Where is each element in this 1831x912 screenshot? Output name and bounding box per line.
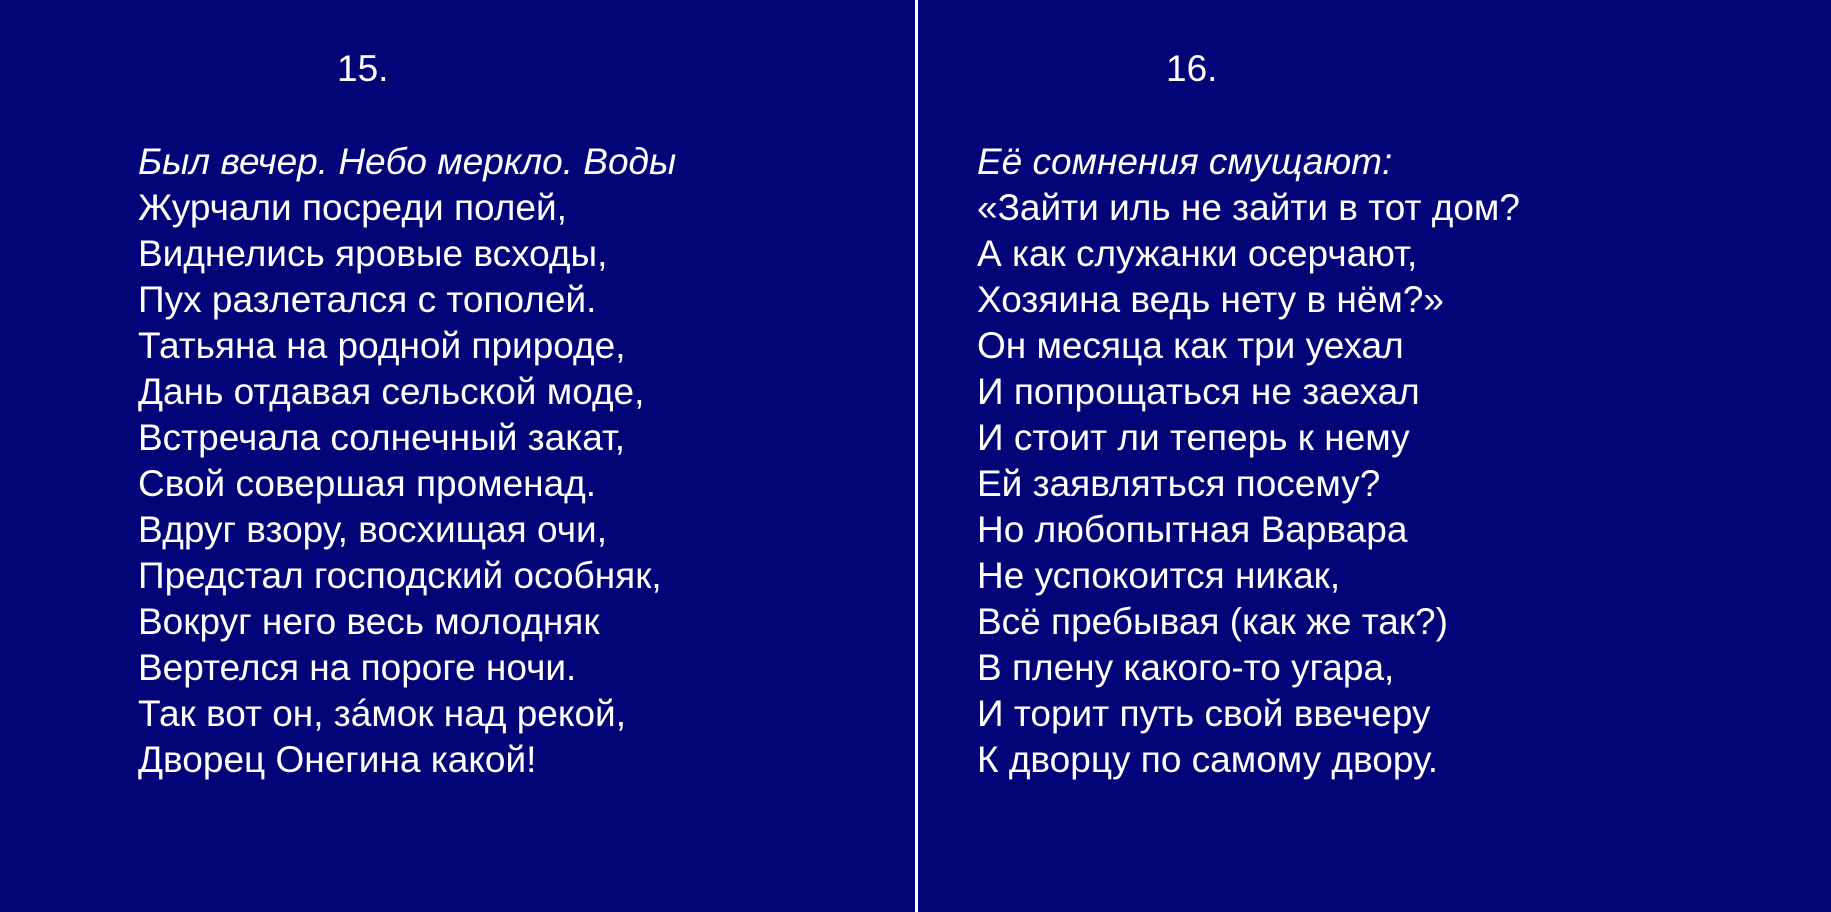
poem-line: Пух разлетался с тополей. [138, 279, 597, 320]
poem-line: «Зайти иль не зайти в тот дом? [977, 187, 1520, 228]
poem-line: К дворцу по самому двору. [977, 739, 1439, 780]
poem-line: Встречала солнечный закат, [138, 417, 626, 458]
poem-line: Вокруг него весь молодняк [138, 601, 600, 642]
poem-line: Вдруг взору, восхищая очи, [138, 509, 607, 550]
poem-line: Хозяина ведь нету в нём?» [977, 279, 1444, 320]
poem-line: Был вечер. Небо меркло. Воды [138, 141, 677, 182]
poem-line: Журчали посреди полей, [138, 187, 567, 228]
poem-line: Виднелись яровые всходы, [138, 233, 608, 274]
poem-line: Свой совершая променад. [138, 463, 597, 504]
poem-line: Вертелся на пороге ночи. [138, 647, 577, 688]
poem-line: И стоит ли теперь к нему [977, 417, 1410, 458]
poem-line: В плену какого-то угара, [977, 647, 1395, 688]
poem-line: Он месяца как три уехал [977, 325, 1404, 366]
stanza-number-right: 16. [1166, 48, 1218, 89]
poem-line: Дворец Онегина какой! [138, 739, 537, 780]
poem-line: Предстал господский особняк, [138, 555, 662, 596]
poem-line: Её сомнения смущают: [977, 141, 1393, 182]
poem-line: Не успокоится никак, [977, 555, 1341, 596]
poem-line: Всё пребывая (как же так?) [977, 601, 1448, 642]
poem-line: Ей заявляться посему? [977, 463, 1381, 504]
poem-line: А как служанки осерчают, [977, 233, 1418, 274]
stanza-left [138, 139, 676, 783]
poem-line: Так вот он, зáмок над рекой, [138, 693, 626, 734]
poem-line: Татьяна на родной природе, [138, 325, 626, 366]
poem-line: Дань отдавая сельской моде, [138, 371, 645, 412]
right-page [918, 0, 1831, 912]
poem-line: И торит путь свой ввечеру [977, 693, 1431, 734]
poem-line: Но любопытная Варвара [977, 509, 1408, 550]
poem-line: И попрощаться не заехал [977, 371, 1420, 412]
left-page [0, 0, 915, 912]
stanza-number-left: 15. [337, 48, 389, 89]
stanza-right [977, 139, 1520, 783]
